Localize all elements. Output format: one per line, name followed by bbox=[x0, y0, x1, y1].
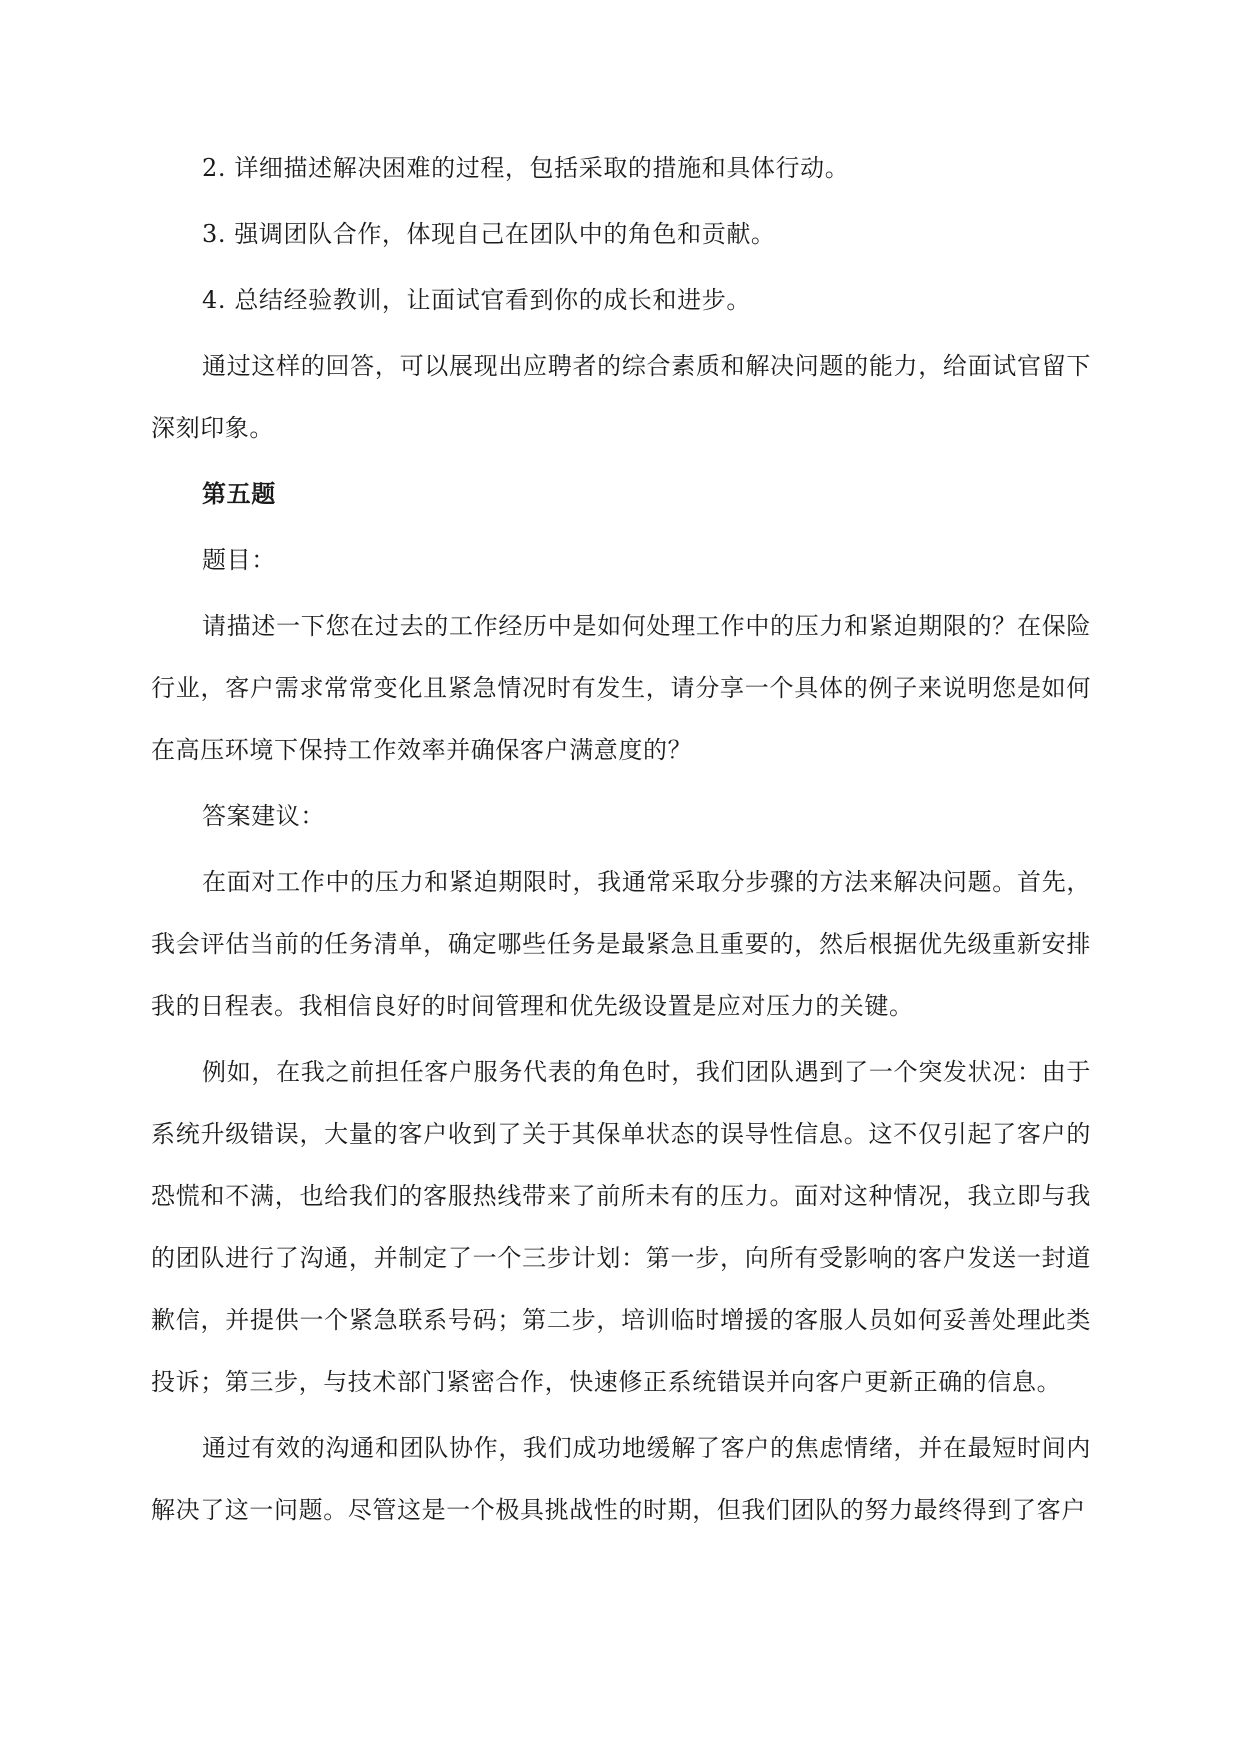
answer-paragraph-3: 通过有效的沟通和团队协作，我们成功地缓解了客户的焦虑情绪，并在最短时间内解决了这一问题。尽管这是一个极具挑战性的时期，但我们团队的努力最终得到了客户 bbox=[151, 1434, 1091, 1524]
list-item-step-4: 4. 总结经验教训，让面试官看到你的成长和进步。 bbox=[202, 286, 751, 314]
answer-label: 答案建议： bbox=[202, 802, 325, 830]
section-heading: 第五题 bbox=[202, 479, 276, 508]
question-text: 请描述一下您在过去的工作经历中是如何处理工作中的压力和紧迫期限的？在保险行业，客户需求常常变化且紧急情况时有发生，请分享一个具体的例子来说明您是如何在高压环境下保持工作效率并确保客户满意度的？ bbox=[151, 612, 1091, 764]
answer-paragraph-1: 在面对工作中的压力和紧迫期限时，我通常采取分步骤的方法来解决问题。首先，我会评估当前的任务清单，确定哪些任务是最紧急且重要的，然后根据优先级重新安排我的日程表。我相信良好的时间管理和优先级设置是应对压力的关键。 bbox=[151, 868, 1091, 1020]
document-page bbox=[151, 137, 1091, 1541]
list-item-step-3: 3. 强调团队合作，体现自己在团队中的角色和贡献。 bbox=[202, 220, 776, 248]
list-item-step-2: 2. 详细描述解决困难的过程，包括采取的措施和具体行动。 bbox=[202, 154, 850, 182]
question-label: 题目： bbox=[202, 546, 276, 574]
answer-paragraph-2: 例如，在我之前担任客户服务代表的角色时，我们团队遇到了一个突发状况：由于系统升级错误，大量的客户收到了关于其保单状态的误导性信息。这不仅引起了客户的恐慌和不满，也给我们的客服热线带来了前所未有的压力。面对这种情况，我立即与我的团队进行了沟通，并制定了一个三步计划：第一步，向所有受影响的客户发送一封道歉信，并提供一个紧急联系号码；第二步，培训临时增援的客服人员如何妥善处理此类投诉；第三步，与技术部门紧密合作，快速修正系统错误并向客户更新正确的信息。 bbox=[151, 1058, 1091, 1396]
summary-paragraph: 通过这样的回答，可以展现出应聘者的综合素质和解决问题的能力，给面试官留下深刻印象。 bbox=[151, 352, 1091, 442]
